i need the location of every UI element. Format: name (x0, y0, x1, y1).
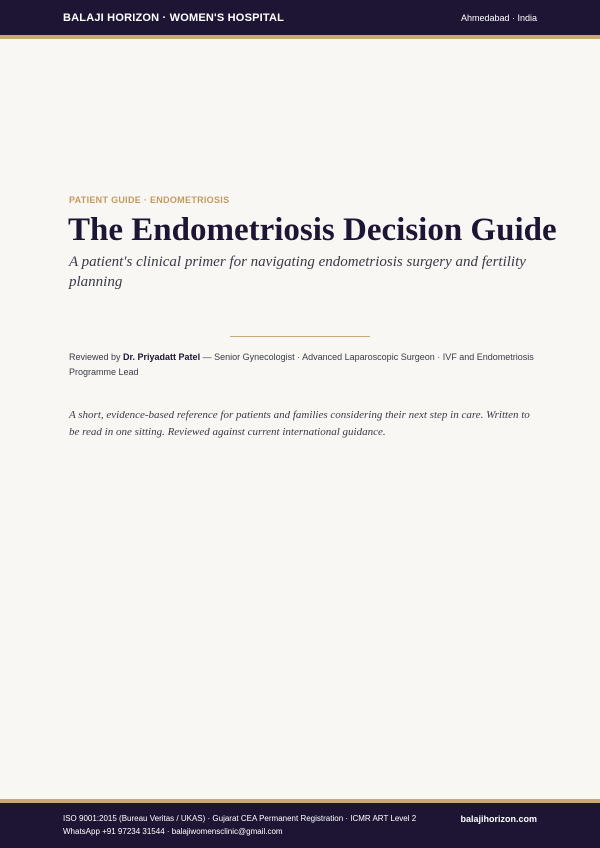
document-title: The Endometriosis Decision Guide (68, 212, 557, 248)
footer-contact-info: WhatsApp +91 97234 31544 · balajiwomensclinic@gmail.com (63, 827, 283, 836)
top-header-bar (0, 0, 600, 35)
hospital-location: Ahmedabad · India (460, 13, 537, 23)
document-summary: A short, evidence-based reference for patients and families considering their next step in care. Written to be read in one sitting. Reviewed against current international guidance. (69, 409, 530, 438)
reviewer-credit (69, 350, 539, 380)
reviewer-credentials: — Senior Gynecologist · Advanced Laparoscopic Surgeon · IVF and Endometriosis Programme Lead (69, 352, 534, 377)
section-divider (230, 336, 370, 337)
reviewer-prefix: Reviewed by (69, 352, 124, 362)
footer-website: balajihorizon.com (460, 814, 537, 824)
guide-category-label: PATIENT GUIDE · ENDOMETRIOSIS (69, 195, 230, 205)
document-subtitle: A patient's clinical primer for navigating endometriosis surgery and fertility planning (69, 254, 526, 290)
footer-certifications: ISO 9001:2015 (Bureau Veritas / UKAS) · Gujarat CEA Permanent Registration · ICMR ART Level 2 (63, 814, 417, 823)
hospital-brand: BALAJI HORIZON · WOMEN'S HOSPITAL (63, 12, 285, 24)
reviewer-name: Dr. Priyadatt Patel (123, 352, 201, 362)
footer-bar (0, 803, 600, 848)
header-accent-rule (0, 35, 600, 39)
